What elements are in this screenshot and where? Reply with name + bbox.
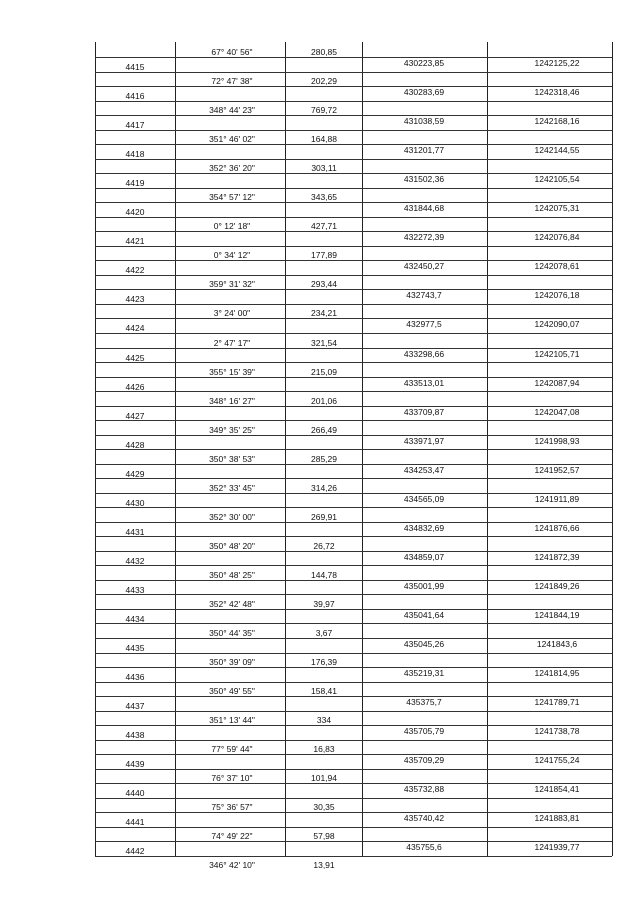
point-number: 4442 <box>125 846 145 857</box>
point-number: 4420 <box>125 207 145 218</box>
row-border <box>95 130 612 131</box>
segment-angle: 2° 47' 17" <box>213 337 251 348</box>
y-coordinate: 1241854,41 <box>534 784 580 795</box>
segment-angle: 346° 42' 10" <box>209 860 255 871</box>
segment-angle: 352° 30' 00" <box>209 511 255 522</box>
y-coordinate: 1242078,61 <box>534 261 580 272</box>
x-coordinate: 431038,59 <box>403 116 445 127</box>
segment-length: 280,85 <box>311 47 337 57</box>
y-coordinate: 1242168,16 <box>534 116 580 127</box>
segment-angle: 348° 16' 27" <box>209 395 255 406</box>
y-coordinate: 1241843,6 <box>536 639 578 649</box>
segment-angle: 349° 35' 25" <box>209 424 255 435</box>
segment-angle: 75° 36' 57" <box>211 802 253 813</box>
x-coordinate: 434565,09 <box>403 493 445 504</box>
point-number: 4436 <box>125 672 145 683</box>
segment-angle: 74° 49' 22" <box>211 831 253 842</box>
point-number: 4415 <box>125 62 145 72</box>
x-coordinate: 431844,68 <box>403 203 445 214</box>
point-number: 4422 <box>125 265 145 276</box>
y-coordinate: 1242087,94 <box>534 377 580 388</box>
y-coordinate: 1241872,39 <box>534 551 580 562</box>
segment-length: 26,72 <box>313 540 335 551</box>
point-number: 4417 <box>125 120 145 131</box>
point-number: 4439 <box>125 759 145 770</box>
x-coordinate: 435732,88 <box>403 784 445 795</box>
y-coordinate: 1242076,18 <box>534 290 580 301</box>
y-coordinate: 1241876,66 <box>534 522 580 533</box>
x-coordinate: 434253,47 <box>403 464 445 475</box>
segment-angle: 350° 48' 20" <box>209 540 255 551</box>
segment-length: 234,21 <box>311 308 337 319</box>
segment-angle: 350° 44' 35" <box>209 628 255 638</box>
y-coordinate: 1241939,77 <box>534 842 580 853</box>
segment-angle: 0° 34' 12" <box>213 250 251 261</box>
segment-angle: 3° 24' 00" <box>213 308 251 319</box>
point-number: 4431 <box>125 526 145 537</box>
segment-length: 427,71 <box>311 221 337 232</box>
segment-length: 16,83 <box>313 744 335 755</box>
x-coordinate: 430283,69 <box>403 87 445 98</box>
point-number: 4441 <box>125 817 145 828</box>
x-coordinate: 432977,5 <box>406 319 442 330</box>
segment-angle: 351° 13' 44" <box>209 715 255 726</box>
point-number: 4432 <box>125 555 145 566</box>
point-number: 4430 <box>125 497 145 508</box>
point-number: 4418 <box>125 149 145 160</box>
point-number: 4428 <box>125 439 145 450</box>
y-coordinate: 1241814,95 <box>534 668 580 679</box>
segment-angle: 72° 47' 38" <box>211 76 253 87</box>
segment-angle: 350° 49' 55" <box>209 686 255 697</box>
segment-length: 343,65 <box>311 192 337 203</box>
segment-angle: 352° 33' 45" <box>209 482 255 493</box>
y-coordinate: 1242075,31 <box>534 203 580 214</box>
row-border <box>95 159 612 160</box>
segment-length: 321,54 <box>311 337 337 348</box>
point-number: 4434 <box>125 613 145 624</box>
y-coordinate: 1242090,07 <box>534 319 580 330</box>
segment-angle: 77° 59' 44" <box>211 744 253 755</box>
point-number: 4419 <box>125 178 145 189</box>
y-coordinate: 1242105,71 <box>534 348 580 359</box>
y-coordinate: 1242047,08 <box>534 406 580 417</box>
x-coordinate: 430223,85 <box>403 58 445 68</box>
x-coordinate: 432743,7 <box>406 290 442 301</box>
segment-length: 3,67 <box>315 628 333 638</box>
segment-length: 177,89 <box>311 250 337 261</box>
segment-angle: 350° 39' 09" <box>209 657 255 668</box>
x-coordinate: 435001,99 <box>403 580 445 591</box>
segment-length: 215,09 <box>311 366 337 377</box>
segment-length: 266,49 <box>311 424 337 435</box>
segment-length: 101,94 <box>311 773 337 784</box>
point-number: 4424 <box>125 323 145 334</box>
point-number: 4425 <box>125 352 145 363</box>
x-coordinate: 433513,01 <box>403 377 445 388</box>
segment-length: 285,29 <box>311 453 337 464</box>
segment-length: 57,98 <box>313 831 335 842</box>
point-number: 4440 <box>125 788 145 799</box>
y-coordinate: 1241911,89 <box>534 493 580 504</box>
row-border <box>95 711 612 712</box>
y-coordinate: 1241998,93 <box>534 435 580 446</box>
row-border <box>95 653 612 654</box>
segment-length: 144,78 <box>311 569 337 580</box>
x-coordinate: 435755,6 <box>406 842 442 853</box>
x-coordinate: 433971,97 <box>403 435 445 446</box>
row-border <box>95 101 612 102</box>
point-number: 4437 <box>125 701 145 712</box>
y-coordinate: 1241952,57 <box>534 464 580 475</box>
segment-angle: 350° 48' 25" <box>209 569 255 580</box>
x-coordinate: 432450,27 <box>403 261 445 272</box>
x-coordinate: 435709,29 <box>403 755 445 766</box>
y-coordinate: 1242076,84 <box>534 232 580 243</box>
x-coordinate: 435041,64 <box>403 609 445 620</box>
x-coordinate: 435219,31 <box>403 668 445 679</box>
segment-angle: 0° 12' 18" <box>213 221 251 232</box>
segment-length: 164,88 <box>311 134 337 145</box>
y-coordinate: 1241738,78 <box>534 726 580 737</box>
segment-length: 293,44 <box>311 279 337 290</box>
row-border <box>95 740 612 741</box>
point-number: 4426 <box>125 381 145 392</box>
segment-angle: 67° 40' 56" <box>211 47 253 57</box>
segment-angle: 76° 37' 10" <box>211 773 253 784</box>
point-number: 4427 <box>125 410 145 421</box>
segment-length: 158,41 <box>311 686 337 697</box>
segment-length: 201,06 <box>311 395 337 406</box>
segment-length: 334 <box>316 715 332 726</box>
y-coordinate: 1242318,46 <box>534 87 580 98</box>
segment-angle: 350° 38' 53" <box>209 453 255 464</box>
segment-length: 176,39 <box>311 657 337 668</box>
row-border <box>95 682 612 683</box>
x-coordinate: 435705,79 <box>403 726 445 737</box>
x-coordinate: 431502,36 <box>403 174 445 185</box>
segment-angle: 355° 15' 39" <box>209 366 255 377</box>
segment-angle: 351° 46' 02" <box>209 134 255 145</box>
segment-length: 30,35 <box>313 802 335 813</box>
segment-angle: 352° 42' 48" <box>209 598 255 609</box>
x-coordinate: 433298,66 <box>403 348 445 359</box>
y-coordinate: 1241755,24 <box>534 755 580 766</box>
segment-angle: 359° 31' 32" <box>209 279 255 290</box>
row-border <box>95 72 612 73</box>
point-number: 4421 <box>125 236 145 247</box>
segment-angle: 348° 44' 23" <box>209 105 255 116</box>
segment-length: 769,72 <box>311 105 337 116</box>
x-coordinate: 435375,7 <box>406 697 442 708</box>
y-coordinate: 1242125,22 <box>534 58 580 68</box>
y-coordinate: 1241849,26 <box>534 580 580 591</box>
point-number: 4423 <box>125 294 145 305</box>
segment-length: 39,97 <box>313 598 335 609</box>
segment-angle: 354° 57' 12" <box>209 192 255 203</box>
point-number: 4433 <box>125 584 145 595</box>
segment-length: 269,91 <box>311 511 337 522</box>
segment-angle: 352° 36' 20" <box>209 163 255 174</box>
y-coordinate: 1241789,71 <box>534 697 580 708</box>
segment-length: 13,91 <box>313 860 335 871</box>
y-coordinate: 1241844,19 <box>534 609 580 620</box>
point-number: 4429 <box>125 468 145 479</box>
x-coordinate: 435740,42 <box>403 813 445 824</box>
segment-length: 202,29 <box>311 76 337 87</box>
x-coordinate: 434859,07 <box>403 551 445 562</box>
y-coordinate: 1242144,55 <box>534 145 580 156</box>
segment-length: 303,11 <box>311 163 337 174</box>
point-number: 4416 <box>125 91 145 102</box>
y-coordinate: 1241883,81 <box>534 813 580 824</box>
point-number: 4435 <box>125 643 145 653</box>
x-coordinate: 435045,26 <box>403 639 445 649</box>
x-coordinate: 433709,87 <box>403 406 445 417</box>
x-coordinate: 432272,39 <box>403 232 445 243</box>
segment-length: 314,26 <box>311 482 337 493</box>
x-coordinate: 431201,77 <box>403 145 445 156</box>
point-number: 4438 <box>125 730 145 741</box>
y-coordinate: 1242105,54 <box>534 174 580 185</box>
x-coordinate: 434832,69 <box>403 522 445 533</box>
